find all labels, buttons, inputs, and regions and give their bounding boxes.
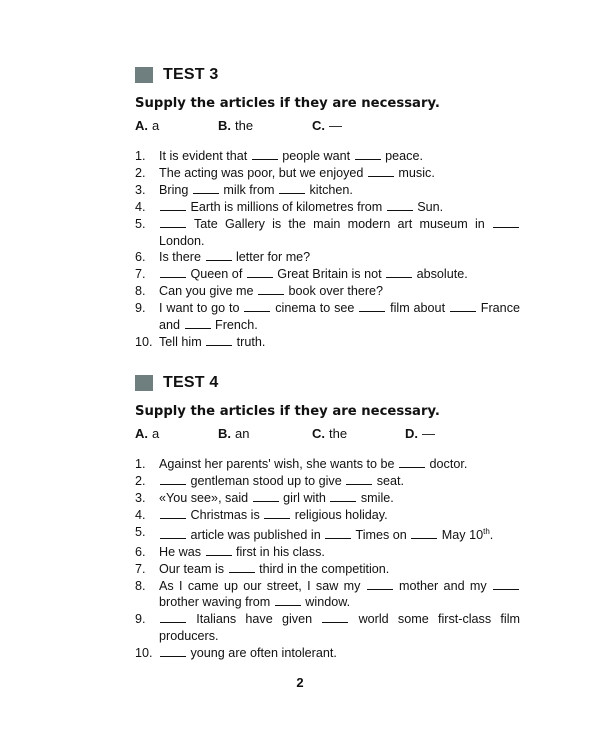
item-text: It is evident that <box>159 149 251 163</box>
test-3-heading <box>135 64 520 86</box>
answer-blank <box>367 578 393 590</box>
test-3-section <box>135 64 520 351</box>
answer-blank <box>253 490 279 502</box>
item-number: 1. <box>135 149 146 163</box>
exercise-item <box>135 544 520 561</box>
answer-blank <box>450 300 476 312</box>
item-text: book over there? <box>285 284 384 299</box>
exercise-item <box>135 249 520 266</box>
option-d: D. — <box>405 426 435 441</box>
test-4-heading <box>135 372 520 394</box>
answer-blank <box>185 317 211 329</box>
item-number: 8. <box>135 578 146 593</box>
item-text: milk from <box>219 182 278 197</box>
answer-blank <box>330 490 356 502</box>
item-text: cinema to see <box>271 301 359 316</box>
answer-blank <box>325 527 351 539</box>
answer-blank <box>411 527 437 539</box>
test-3-options <box>135 118 520 136</box>
item-text: religious holiday. <box>291 507 388 522</box>
answer-blank <box>355 148 381 160</box>
item-text: As I came up our street, I saw my <box>159 578 366 593</box>
test-3-title: TEST 3 <box>163 66 219 83</box>
item-number: 10. <box>135 334 153 349</box>
item-number: 9. <box>135 612 146 627</box>
item-text: Christmas is <box>187 507 264 522</box>
item-text: film about <box>386 301 449 316</box>
exercise-item <box>135 645 520 662</box>
item-text: letter for me? <box>232 250 311 265</box>
option-b: B. an <box>218 426 250 441</box>
item-number: 10. <box>135 646 153 661</box>
item-number: 8. <box>135 284 146 299</box>
answer-blank <box>193 182 219 194</box>
item-text: Bring <box>159 182 192 197</box>
heading-square-icon <box>135 375 153 391</box>
item-text: Can you give me <box>159 284 258 299</box>
exercise-item <box>135 611 520 645</box>
exercise-item <box>135 199 520 216</box>
item-number: 5. <box>135 216 146 231</box>
answer-blank <box>160 216 186 228</box>
answer-blank <box>229 561 255 573</box>
item-text: France and <box>159 301 520 333</box>
exercise-item <box>135 456 520 473</box>
item-text: Tate Gallery is the main modern art museum in <box>187 216 492 231</box>
item-text: London. <box>159 233 205 248</box>
item-text: Is there <box>159 250 205 265</box>
option-a: A. a <box>135 426 160 441</box>
item-text: Tell him <box>159 334 206 349</box>
answer-blank <box>387 199 413 211</box>
item-text: world some first-class film producers. <box>159 612 520 644</box>
exercise-item <box>135 561 520 578</box>
item-number: 2. <box>135 165 146 180</box>
answer-blank <box>160 507 186 519</box>
item-text: girl with <box>279 490 330 505</box>
item-text: Italians have given <box>187 612 322 627</box>
item-text: May 10 <box>438 527 484 542</box>
item-text: doctor. <box>426 457 468 471</box>
answer-blank <box>399 456 425 468</box>
exercise-item <box>135 216 520 250</box>
answer-blank <box>275 594 301 606</box>
item-text: The acting was poor, but we enjoyed <box>159 165 367 180</box>
test-4-section <box>135 372 520 662</box>
item-text: He was <box>159 544 205 559</box>
answer-blank <box>160 266 186 278</box>
item-text: article was published in <box>187 527 325 542</box>
item-text: Our team is <box>159 561 228 576</box>
item-number: 3. <box>135 182 146 197</box>
item-number: 7. <box>135 561 146 576</box>
item-text: people want <box>278 149 354 163</box>
item-text: third in the competition. <box>255 561 390 576</box>
item-number: 6. <box>135 250 146 265</box>
exercise-item <box>135 334 520 351</box>
exercise-item <box>135 578 520 612</box>
item-number: 7. <box>135 267 146 282</box>
item-text: Earth is millions of kilometres from <box>187 199 386 214</box>
answer-blank <box>493 216 519 228</box>
answer-blank <box>206 334 232 346</box>
item-text: I want to go to <box>159 301 244 316</box>
item-text: . <box>489 527 494 542</box>
test-4-title: TEST 4 <box>163 374 219 391</box>
item-number: 6. <box>135 544 146 559</box>
answer-blank <box>258 283 284 295</box>
item-text: first in his class. <box>232 544 325 559</box>
answer-blank <box>346 473 372 485</box>
item-text: smile. <box>357 490 394 505</box>
item-number: 4. <box>135 199 146 214</box>
answer-blank <box>322 611 348 623</box>
exercise-item <box>135 473 520 490</box>
item-text: Times on <box>352 527 411 542</box>
exercise-item <box>135 165 520 182</box>
answer-blank <box>160 645 186 657</box>
answer-blank <box>247 266 273 278</box>
item-text: French. <box>211 318 258 333</box>
item-text: truth. <box>233 334 266 349</box>
answer-blank <box>264 507 290 519</box>
option-b: B. the <box>218 118 254 133</box>
answer-blank <box>252 148 278 160</box>
item-text: brother waving from <box>159 595 274 610</box>
item-number: 9. <box>135 301 146 316</box>
item-text: «You see», said <box>159 490 252 505</box>
exercise-item <box>135 300 520 334</box>
answer-blank <box>206 249 232 261</box>
item-text: mother and my <box>393 578 492 593</box>
heading-square-icon <box>135 67 153 83</box>
page-number: 2 <box>296 675 304 690</box>
answer-blank <box>386 266 412 278</box>
item-text: young are often intolerant. <box>187 646 337 661</box>
answer-blank <box>279 182 305 194</box>
item-number: 1. <box>135 457 146 471</box>
exercise-item <box>135 490 520 507</box>
answer-blank <box>160 199 186 211</box>
ordinal-suffix: th <box>483 526 490 536</box>
option-a: A. a <box>135 118 160 133</box>
option-c: C. the <box>312 426 348 441</box>
exercise-item <box>135 148 520 165</box>
item-text: seat. <box>373 473 405 488</box>
test-3-instruction: Supply the articles if they are necessary. <box>135 96 440 111</box>
exercise-item <box>135 507 520 524</box>
item-text: gentleman stood up to give <box>187 473 346 488</box>
item-number: 3. <box>135 490 146 505</box>
item-number: 4. <box>135 507 146 522</box>
exercise-item <box>135 266 520 283</box>
item-number: 5. <box>135 524 146 539</box>
item-text: window. <box>301 595 351 610</box>
answer-blank <box>493 578 519 590</box>
item-text: Great Britain is not <box>273 267 386 282</box>
answer-blank <box>359 300 385 312</box>
answer-blank <box>160 527 186 539</box>
item-text: absolute. <box>413 267 468 282</box>
test-4-options <box>135 426 520 444</box>
item-text: Sun. <box>413 199 444 214</box>
option-c: C. — <box>312 118 342 133</box>
item-text: Against her parents' wish, she wants to be <box>159 457 399 471</box>
answer-blank <box>244 300 270 312</box>
answer-blank <box>368 165 394 177</box>
item-text: music. <box>394 165 435 180</box>
item-text: Queen of <box>187 267 246 282</box>
test-4-items <box>135 456 520 662</box>
answer-blank <box>206 544 232 556</box>
item-number: 2. <box>135 473 146 488</box>
test-4-instruction: Supply the articles if they are necessary. <box>135 404 440 419</box>
item-text: peace. <box>381 149 423 163</box>
answer-blank <box>160 473 186 485</box>
test-3-items <box>135 148 520 351</box>
item-text: kitchen. <box>305 182 353 197</box>
exercise-item <box>135 182 520 199</box>
answer-blank <box>160 611 186 623</box>
exercise-item <box>135 524 520 544</box>
exercise-item <box>135 283 520 300</box>
